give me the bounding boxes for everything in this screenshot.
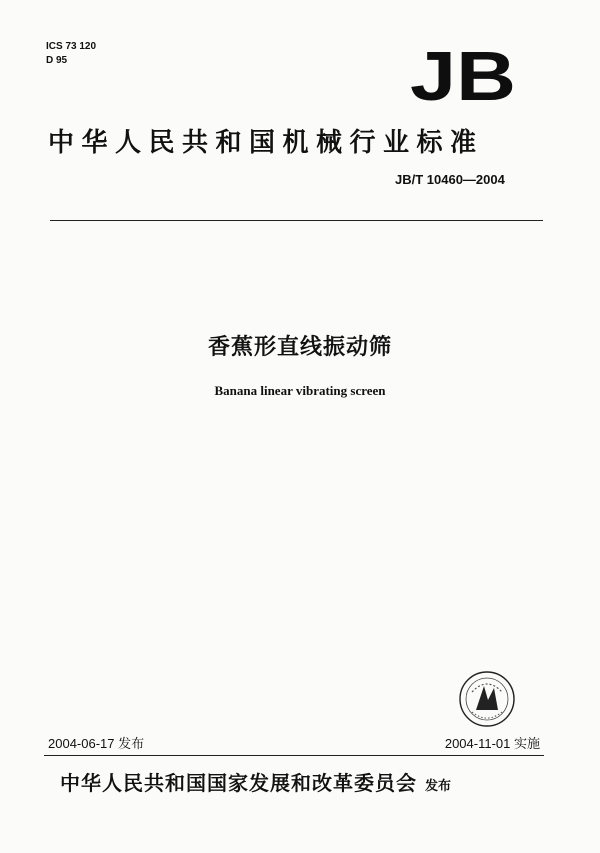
implement-date: 2004-11-01 实施 xyxy=(444,736,540,751)
jb-logo-mark: JB xyxy=(410,44,516,106)
issuer-suffix: 发布 xyxy=(425,779,452,794)
standard-category-title: 中华人民共和国机械行业标准 xyxy=(48,128,484,158)
classification-codes xyxy=(46,40,96,68)
jb-logo xyxy=(408,44,518,106)
document-title-en: Banana linear vibrating screen xyxy=(214,383,386,398)
standard-number: JB/T 10460—2004 xyxy=(395,172,505,187)
release-date: 2004-06-17 发布 xyxy=(48,736,145,751)
seal-icon xyxy=(458,670,516,728)
header-divider xyxy=(50,220,543,221)
document-title-cn: 香蕉形直线振动筛 xyxy=(207,335,392,360)
issuer-line xyxy=(60,767,451,796)
ics-code: ICS 73 120 xyxy=(46,41,97,52)
ccs-code: D 95 xyxy=(46,55,68,66)
footer-divider xyxy=(44,755,544,756)
issuer-name: 中华人民共和国国家发展和改革委员会 xyxy=(60,771,417,795)
